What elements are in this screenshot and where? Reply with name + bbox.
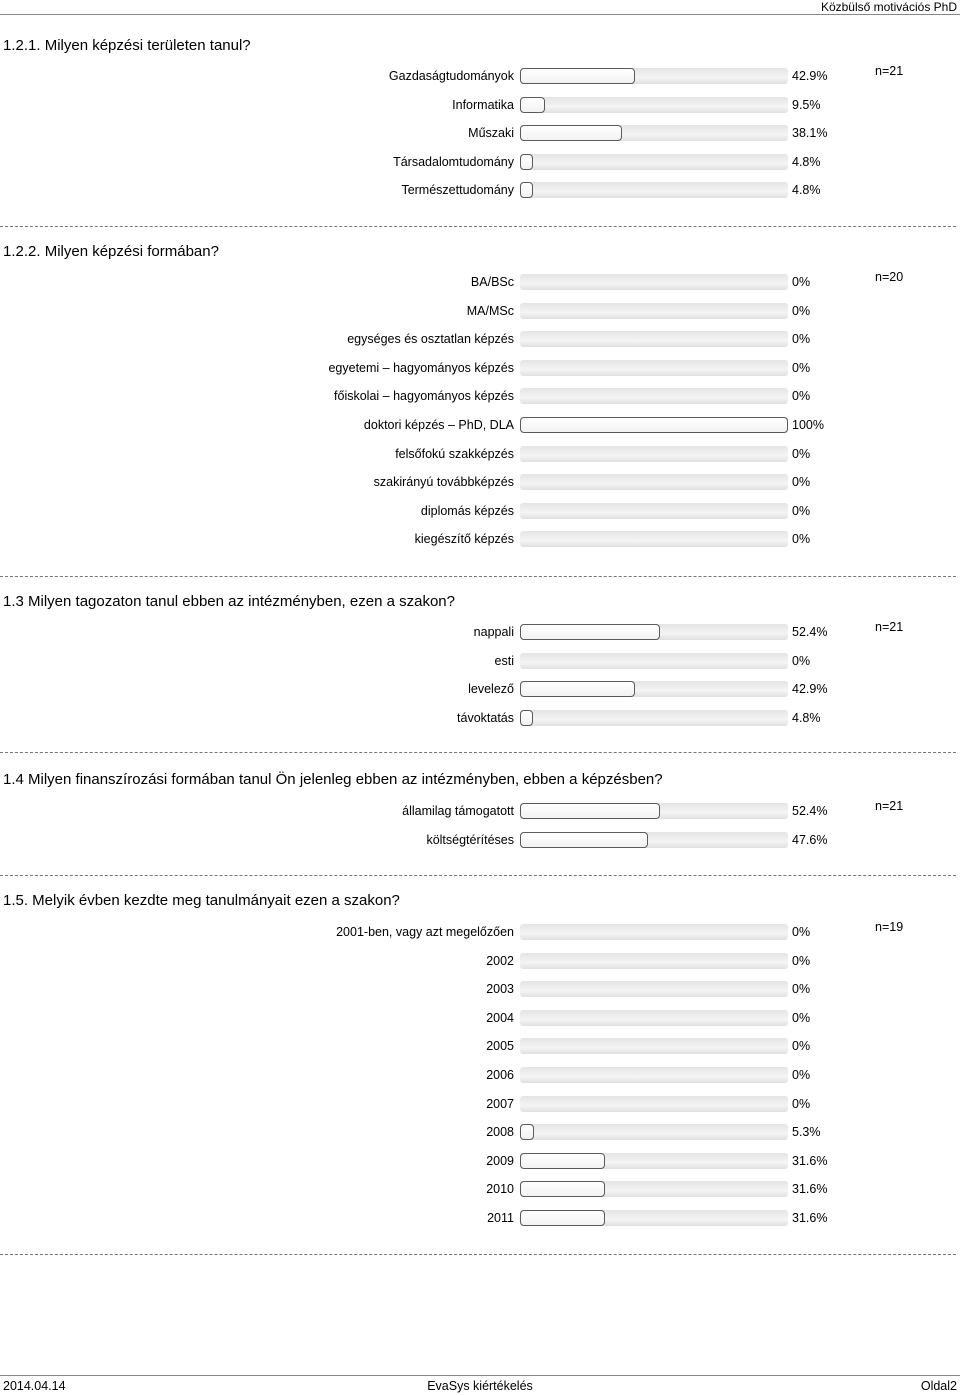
answer-label: 2003 <box>486 982 514 997</box>
bar-fill <box>520 803 660 819</box>
answer-label: költségtérítéses <box>426 832 514 847</box>
bar-track <box>520 503 788 519</box>
answer-label: távoktatás <box>457 710 514 725</box>
answer-row <box>0 472 960 494</box>
bar-track <box>520 1038 788 1054</box>
answer-row <box>0 1208 960 1230</box>
answer-percentage: 0% <box>792 653 811 668</box>
bar-track <box>520 653 788 669</box>
bar-track <box>520 531 788 547</box>
bar-track <box>520 97 788 113</box>
section-divider <box>0 226 956 227</box>
bar-fill <box>520 182 533 198</box>
section-divider <box>0 752 956 753</box>
answer-percentage: 0% <box>792 332 811 347</box>
answer-row <box>0 386 960 408</box>
answer-row <box>0 979 960 1001</box>
sample-size-label: n=20 <box>875 270 904 284</box>
answer-row <box>0 622 960 644</box>
bar-track <box>520 274 788 290</box>
answer-label: nappali <box>473 625 514 639</box>
answer-percentage: 0% <box>792 532 811 547</box>
answer-percentage: 4.8% <box>792 710 821 725</box>
bar-track <box>520 1181 788 1197</box>
answer-label: egységes és osztatlan képzés <box>347 332 514 347</box>
answer-row <box>0 708 960 730</box>
bar-track <box>520 1210 788 1226</box>
answer-row <box>0 651 960 673</box>
answer-label: 2011 <box>487 1211 514 1225</box>
bar-track <box>520 803 788 819</box>
answer-percentage: 0% <box>792 1039 811 1054</box>
answer-label: Műszaki <box>468 126 514 141</box>
bar-track <box>520 331 788 347</box>
answer-row <box>0 180 960 202</box>
answer-label: 2010 <box>486 1182 514 1197</box>
answer-percentage: 4.8% <box>792 154 821 169</box>
answer-label: levelező <box>468 682 514 697</box>
answer-percentage: 0% <box>792 1068 811 1082</box>
answer-row <box>0 1094 960 1116</box>
answer-percentage: 0% <box>792 275 811 289</box>
answer-percentage: 42.9% <box>792 682 828 697</box>
bar-fill <box>520 1210 605 1226</box>
answer-row <box>0 922 960 944</box>
sample-size-label: n=21 <box>875 799 904 813</box>
bar-track <box>520 1124 788 1140</box>
answer-percentage: 0% <box>792 1010 811 1025</box>
answer-label: 2009 <box>486 1153 514 1168</box>
answer-percentage: 31.6% <box>792 1182 828 1197</box>
bar-fill <box>520 125 622 141</box>
bar-fill <box>520 710 533 726</box>
answer-row <box>0 501 960 523</box>
bar-track <box>520 710 788 726</box>
answer-percentage: 52.4% <box>792 625 828 639</box>
answer-percentage: 9.5% <box>792 97 821 112</box>
answer-label: főiskolai – hagyományos képzés <box>334 389 514 404</box>
bar-track <box>520 832 788 848</box>
answer-percentage: 0% <box>792 982 811 997</box>
sample-size-label: n=19 <box>875 920 904 934</box>
answer-percentage: 0% <box>792 389 811 404</box>
answer-label: BA/BSc <box>470 275 514 289</box>
answer-percentage: 5.3% <box>792 1125 821 1140</box>
question-title: 1.4 Milyen finanszírozási formában tanul Ön jelenleg ebben az intézményben, ebben a képzésben? <box>3 771 663 788</box>
bar-track <box>520 388 788 404</box>
footer-rule <box>0 1375 960 1376</box>
answer-label: diplomás képzés <box>420 503 514 518</box>
answer-row <box>0 95 960 117</box>
answer-label: 2005 <box>486 1039 514 1054</box>
answer-row <box>0 1065 960 1087</box>
answer-label: Informatika <box>452 97 514 112</box>
answer-row <box>0 529 960 551</box>
bar-fill <box>520 1124 534 1140</box>
answer-label: Természettudomány <box>401 183 514 198</box>
answer-row <box>0 1036 960 1058</box>
section-divider <box>0 576 956 577</box>
footer-date: 2014.04.14 <box>3 1379 66 1393</box>
answer-label: 2004 <box>486 1010 514 1025</box>
answer-percentage: 4.8% <box>792 183 821 198</box>
answer-label: Társadalomtudomány <box>393 154 514 169</box>
bar-track <box>520 1067 788 1083</box>
question-title: 1.2.2. Milyen képzési formában? <box>3 243 219 260</box>
section-divider <box>0 875 956 876</box>
bar-fill <box>520 832 648 848</box>
bar-track <box>520 182 788 198</box>
answer-row <box>0 66 960 88</box>
answer-percentage: 100% <box>792 418 824 432</box>
answer-label: szakirányú továbbképzés <box>373 475 514 490</box>
bar-track <box>520 417 788 433</box>
bar-fill <box>520 417 788 433</box>
answer-row <box>0 444 960 466</box>
bar-fill <box>520 1153 605 1169</box>
question-title: 1.3 Milyen tagozaton tanul ebben az intézményben, ezen a szakon? <box>3 593 455 610</box>
answer-percentage: 0% <box>792 475 811 490</box>
bar-fill <box>520 624 660 640</box>
answer-percentage: 38.1% <box>792 126 828 141</box>
answer-label: 2008 <box>486 1125 514 1140</box>
bar-fill <box>520 681 635 697</box>
bar-track <box>520 681 788 697</box>
bar-fill <box>520 68 635 84</box>
bar-track <box>520 125 788 141</box>
answer-percentage: 0% <box>792 953 811 968</box>
answer-row <box>0 1008 960 1030</box>
bar-track <box>520 924 788 940</box>
answer-percentage: 0% <box>792 446 811 461</box>
answer-row <box>0 301 960 323</box>
answer-percentage: 42.9% <box>792 69 828 83</box>
answer-label: 2001-ben, vagy azt megelőzően <box>336 925 514 939</box>
answer-label: MA/MSc <box>466 303 514 318</box>
answer-percentage: 31.6% <box>792 1211 828 1225</box>
question-title: 1.5. Melyik évben kezdte meg tanulmányait ezen a szakon? <box>3 892 400 909</box>
page-footer <box>0 1375 960 1395</box>
answer-label: 2007 <box>486 1096 514 1111</box>
answer-percentage: 0% <box>792 503 811 518</box>
bar-fill <box>520 97 545 113</box>
answer-row <box>0 1179 960 1201</box>
answer-label: államilag támogatott <box>402 804 514 818</box>
answer-label: Gazdaságtudományok <box>388 69 514 83</box>
answer-percentage: 0% <box>792 360 811 375</box>
answer-percentage: 0% <box>792 303 811 318</box>
bar-track <box>520 303 788 319</box>
bar-track <box>520 68 788 84</box>
answer-percentage: 52.4% <box>792 804 828 818</box>
answer-label: 2006 <box>486 1068 514 1082</box>
question-title: 1.2.1. Milyen képzési területen tanul? <box>3 37 251 54</box>
sample-size-label: n=21 <box>875 620 904 634</box>
answer-row <box>0 1122 960 1144</box>
bar-track <box>520 1153 788 1169</box>
bar-track <box>520 981 788 997</box>
answer-row <box>0 358 960 380</box>
section-divider <box>0 1254 956 1255</box>
answer-row <box>0 830 960 852</box>
bar-track <box>520 1010 788 1026</box>
answer-label: doktori képzés – PhD, DLA <box>363 418 514 432</box>
answer-row <box>0 123 960 145</box>
bar-track <box>520 360 788 376</box>
answer-label: felsőfokú szakképzés <box>395 446 514 461</box>
page-header <box>0 0 960 14</box>
answer-row <box>0 801 960 823</box>
bar-track <box>520 474 788 490</box>
answer-label: egyetemi – hagyományos képzés <box>328 360 514 375</box>
bar-fill <box>520 154 533 170</box>
answer-percentage: 0% <box>792 925 811 939</box>
bar-track <box>520 446 788 462</box>
answer-row <box>0 679 960 701</box>
answer-row <box>0 951 960 973</box>
bar-fill <box>520 1181 605 1197</box>
bar-track <box>520 1096 788 1112</box>
answer-percentage: 31.6% <box>792 1153 828 1168</box>
report-title: Közbülső motivációs PhD <box>820 0 957 14</box>
sample-size-label: n=21 <box>875 64 904 78</box>
header-rule <box>0 14 960 15</box>
answer-label: 2002 <box>486 953 514 968</box>
bar-track <box>520 154 788 170</box>
answer-row <box>0 415 960 437</box>
answer-row <box>0 152 960 174</box>
answer-percentage: 47.6% <box>792 832 828 847</box>
bar-track <box>520 624 788 640</box>
answer-label: kiegészítő képzés <box>414 532 514 547</box>
answer-row <box>0 329 960 351</box>
footer-center-text: EvaSys kiértékelés <box>427 1379 533 1393</box>
footer-page-number: Oldal2 <box>920 1379 957 1393</box>
answer-row <box>0 1151 960 1173</box>
answer-row <box>0 272 960 294</box>
answer-percentage: 0% <box>792 1096 811 1111</box>
bar-track <box>520 953 788 969</box>
answer-label: esti <box>494 653 514 668</box>
